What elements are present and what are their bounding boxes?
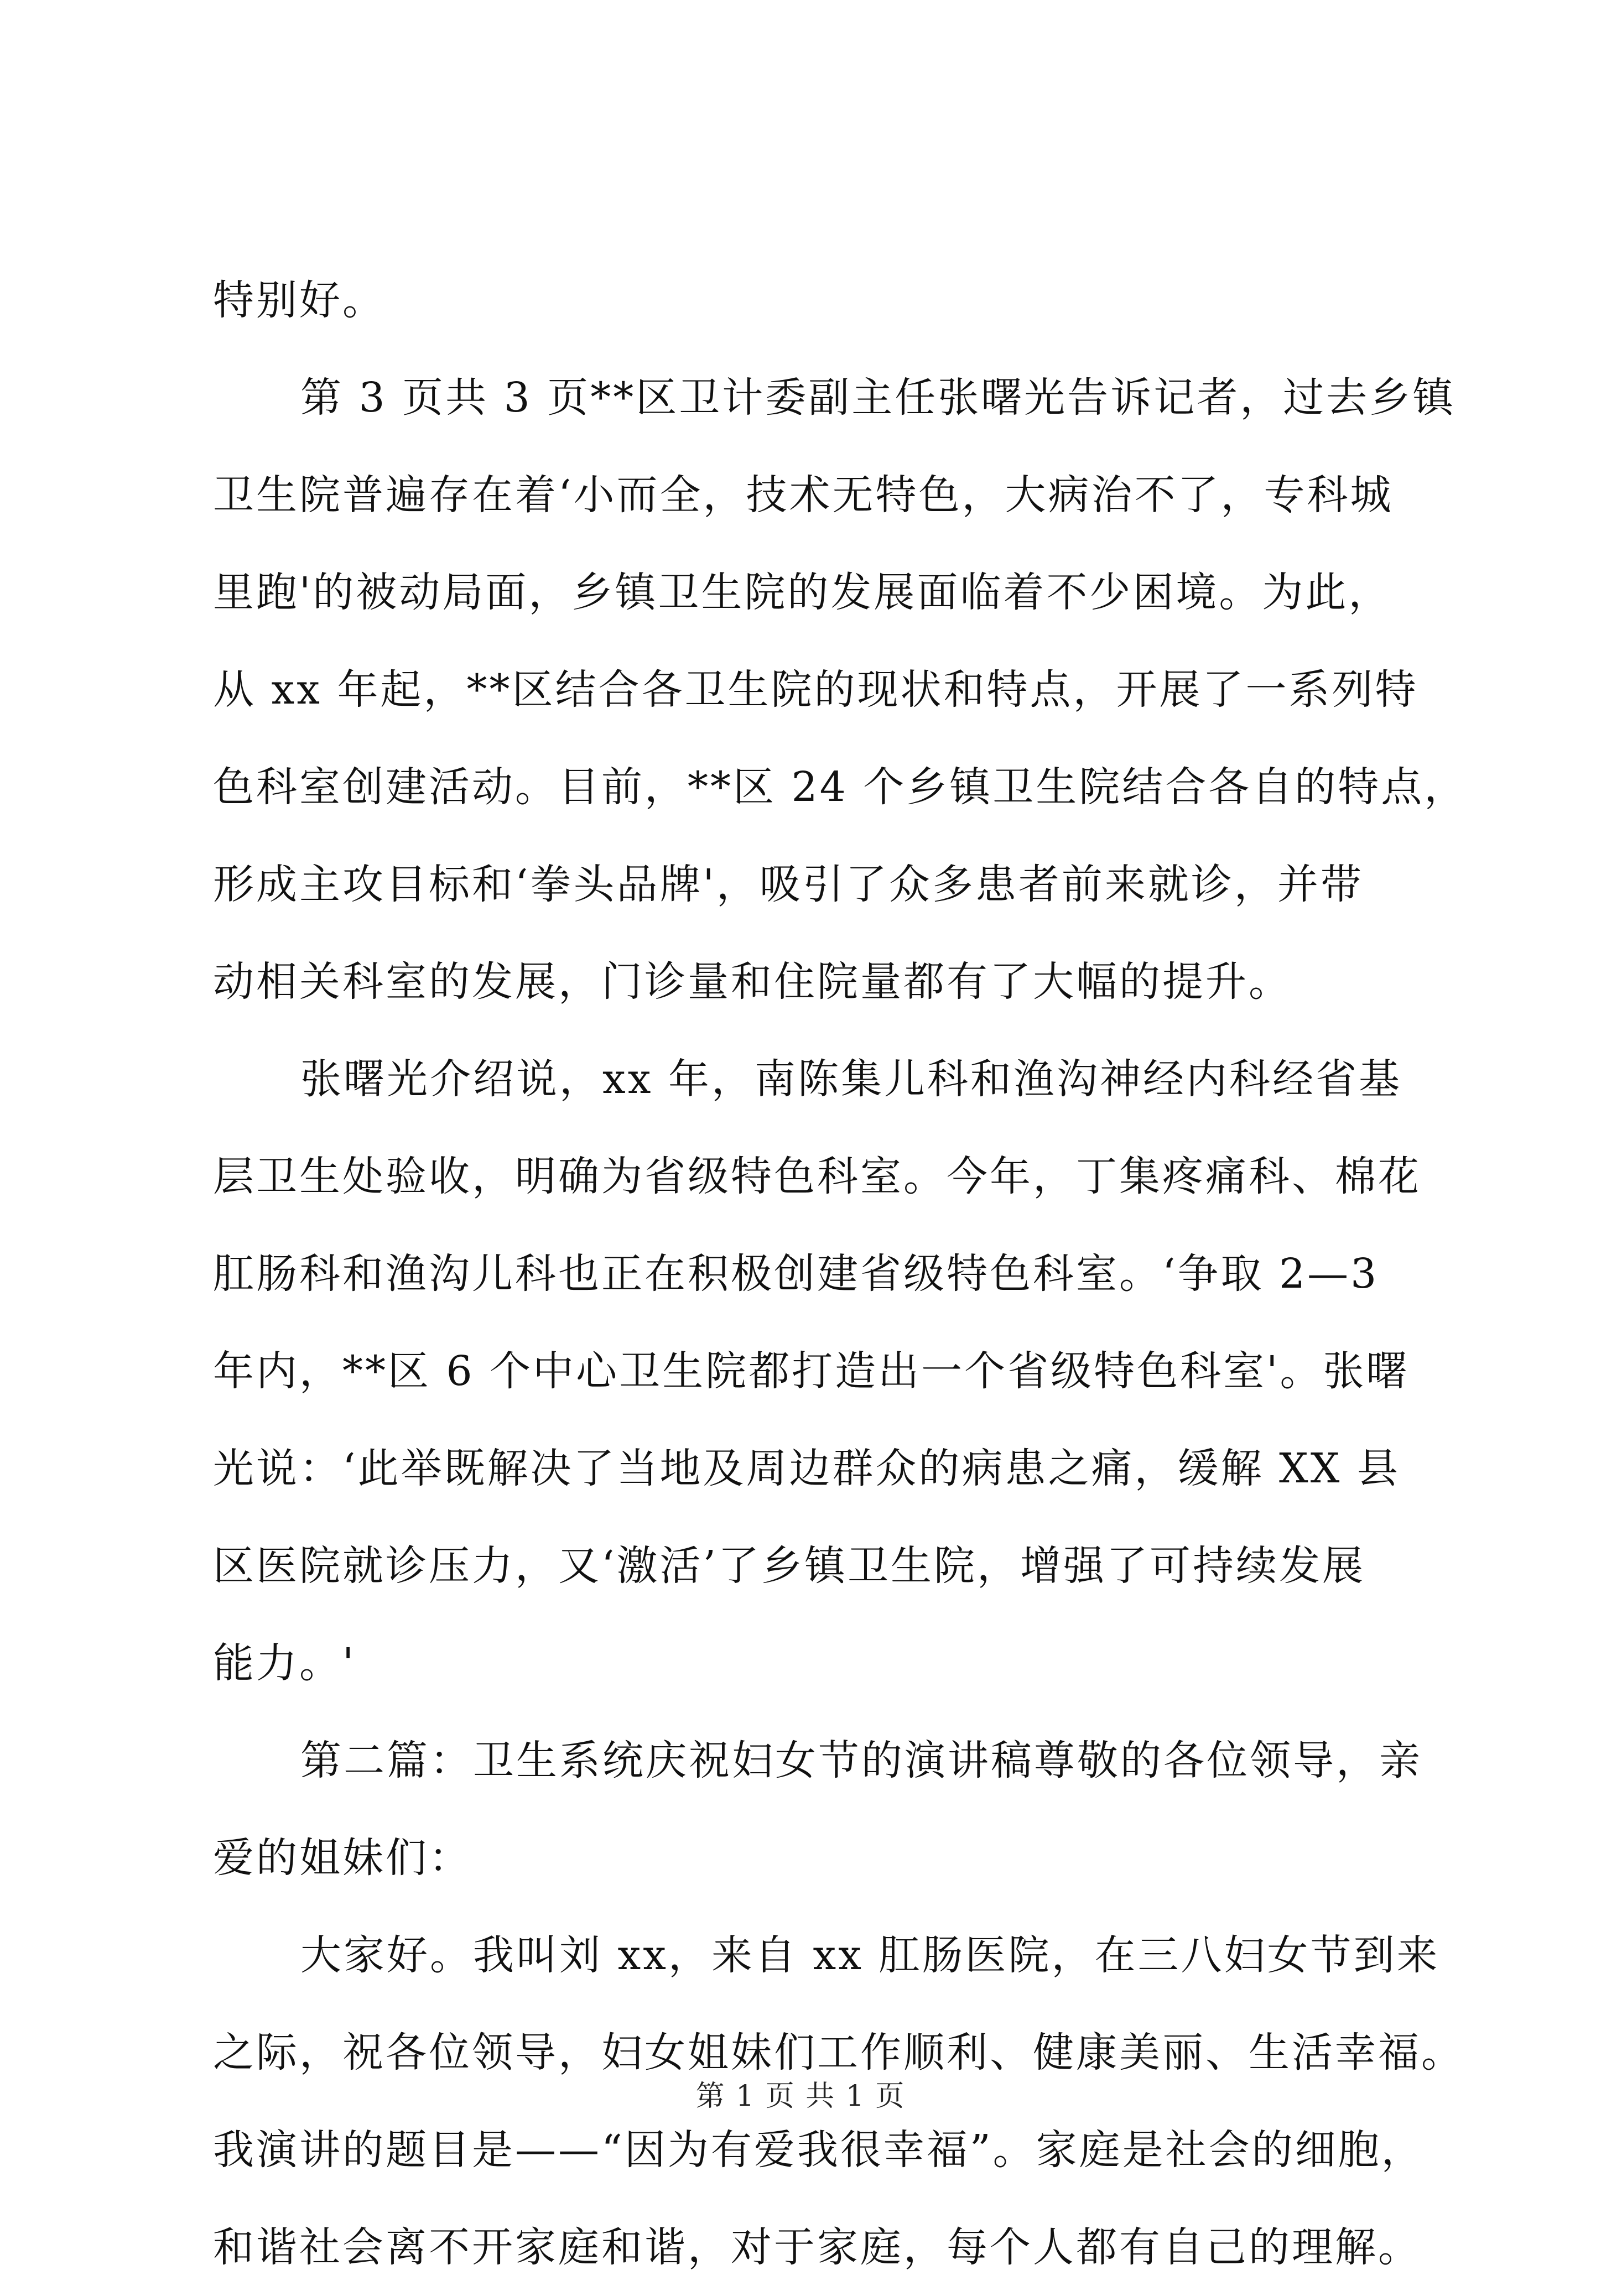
page-footer <box>0 2077 1601 2116</box>
text-line: 肛肠科和渔沟儿科也正在积极创建省级特色科室。‘争取 2—3 <box>213 1250 1379 1298</box>
text-line: 里跑'的被动局面，乡镇卫生院的发展面临着不少困境。为此， <box>213 569 1392 616</box>
text-line: 层卫生处验收，明确为省级特色科室。今年，丁集疼痛科、棉花 <box>213 1153 1421 1200</box>
text-line: 形成主攻目标和‘拳头品牌'，吸引了众多患者前来就诊，并带 <box>213 861 1364 908</box>
text-line: 从 xx 年起，**区结合各卫生院的现状和特点，开展了一系列特 <box>213 666 1418 714</box>
page-number-label: 第 1 页 共 1 页 <box>695 2080 906 2113</box>
text-line: 年内，**区 6 个中心卫生院都打造出一个省级特色科室'。张曙 <box>213 1347 1410 1395</box>
text-line: 爱的姐妹们： <box>213 1834 472 1882</box>
paragraph-start-line: 第 3 页共 3 页**区卫计委副主任张曙光告诉记者，过去乡镇 <box>300 374 1456 421</box>
text-line: 区医院就诊压力，又‘激活’了乡镇卫生院，增强了可持续发展 <box>213 1542 1366 1590</box>
text-line: 光说：‘此举既解决了当地及周边群众的病患之痛，缓解 XX 县 <box>213 1445 1400 1492</box>
text-line: 和谐社会离不开家庭和谐，对于家庭，每个人都有自己的理解。 <box>213 2224 1421 2271</box>
text-line: 色科室创建活动。目前，**区 24 个乡镇卫生院结合各自的特点， <box>213 763 1468 811</box>
section-heading-line: 第二篇：卫生系统庆祝妇女节的演讲稿尊敬的各位领导，亲 <box>300 1737 1422 1784</box>
paragraph-start-line: 大家好。我叫刘 xx，来自 xx 肛肠医院，在三八妇女节到来 <box>300 1931 1440 1979</box>
text-line: 卫生院普遍存在着‘小而全，技术无特色，大病治不了，专科城 <box>213 471 1394 519</box>
text-line: 之际，祝各位领导，妇女姐妹们工作顺利、健康美丽、生活幸福。 <box>213 2029 1464 2076</box>
text-line: 我演讲的题目是——“因为有爱我很幸福”。家庭是社会的细胞， <box>213 2126 1425 2174</box>
document-body <box>213 252 1468 2296</box>
paragraph-start-line: 张曙光介绍说，xx 年，南陈集儿科和渔沟神经内科经省基 <box>300 1055 1402 1103</box>
text-line: 能力。' <box>213 1639 356 1687</box>
text-line: 动相关科室的发展，门诊量和住院量都有了大幅的提升。 <box>213 958 1292 1006</box>
text-line: 特别好。 <box>213 277 386 324</box>
